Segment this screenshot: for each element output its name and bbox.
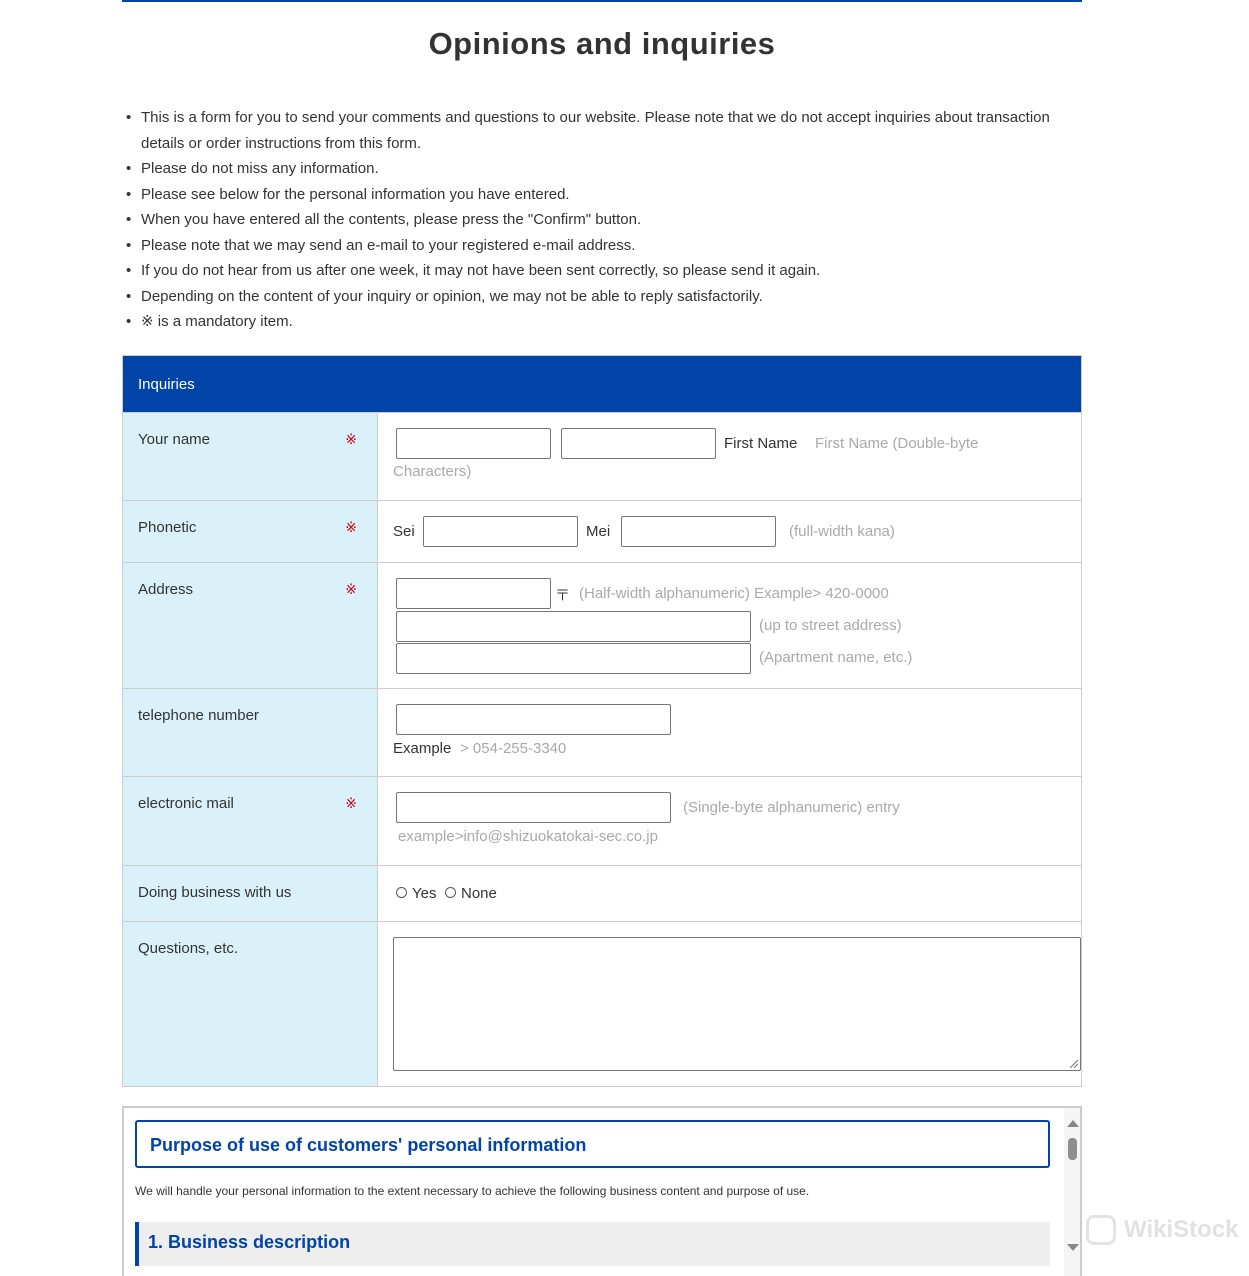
note-item: • Please note that we may send an e-mail to your registered e-mail address. [122,233,1082,259]
questions-field-cell [378,922,1081,1086]
sei-label: Sei [393,523,415,540]
required-mark: ※ [345,431,357,447]
form-header: Inquiries [123,356,1081,412]
row-questions [123,921,1081,1086]
street-hint: (up to street address) [759,617,902,634]
questions-label-cell [123,922,378,1086]
address-field-cell [378,563,1081,688]
email-field-cell [378,777,1081,865]
row-phonetic [123,500,1081,562]
questions-textarea[interactable] [393,937,1081,1071]
watermark-text: WikiStock [1124,1216,1239,1243]
page-title: Opinions and inquiries [428,26,776,61]
address-label-cell [123,563,378,688]
email-input[interactable] [396,792,671,823]
sei-input[interactable] [423,516,578,547]
email-example: example>info@shizuokatokai-sec.co.jp [398,828,658,845]
business-yes-label[interactable]: Yes [412,885,437,902]
resize-grip-icon[interactable] [1070,1060,1078,1068]
email-label-cell [123,777,378,865]
notes-list [122,105,1082,335]
telephone-example: > 054-255-3340 [460,740,567,757]
page [122,0,1082,1252]
required-mark: ※ [345,581,357,597]
email-label: electronic mail [138,795,234,812]
name-label-cell [123,413,378,500]
business-none-radio[interactable] [445,887,456,898]
required-mark: ※ [345,795,357,811]
first-name-label: First Name [724,435,798,452]
mei-label: Mei [586,523,611,540]
policy-text: We will handle your personal information to the extent necessary to achieve the following business content and purpose of use. [135,1184,810,1198]
last-name-input[interactable] [396,428,551,459]
address-label: Address [138,581,194,598]
street-address-input[interactable] [396,611,751,642]
name-hint: First Name (Double-byte [815,435,979,452]
scroll-thumb[interactable] [1068,1138,1077,1160]
phonetic-label: Phonetic [138,519,197,536]
note-item: • This is a form for you to send your comments and questions to our website. Please note that we do not accept inquiries about transaction details or order instructions from this form. [122,105,1082,156]
scroll-up-arrow-icon[interactable] [1067,1120,1079,1127]
inquiry-form [122,355,1082,1087]
row-telephone [123,688,1081,776]
first-name-input[interactable] [561,428,716,459]
note-item: • If you do not hear from us after one week, it may not have been sent correctly, so please send it again. [122,258,1082,284]
postal-code-input[interactable] [396,578,551,609]
business-yes-radio[interactable] [396,887,407,898]
business-label: Doing business with us [138,884,292,901]
required-mark: ※ [345,519,357,535]
row-business [123,865,1081,921]
row-name [123,412,1081,500]
apartment-input[interactable] [396,643,751,674]
postal-hint: (Half-width alphanumeric) Example> 420-0000 [579,585,889,602]
row-email [123,776,1081,865]
name-hint-cont: Characters) [393,463,472,480]
questions-label: Questions, etc. [138,940,239,957]
watermark [1086,1212,1246,1248]
postal-mark: 〒 [555,587,571,604]
note-item: • When you have entered all the contents, please press the "Confirm" button. [122,207,1082,233]
name-label: Your name [138,431,210,448]
mei-input[interactable] [621,516,776,547]
telephone-label: telephone number [138,707,259,724]
telephone-label-cell [123,689,378,776]
business-label-cell [123,866,378,921]
note-item: • ※ is a mandatory item. [122,309,1082,335]
business-none-label[interactable]: None [461,885,497,902]
row-address [123,562,1081,688]
phonetic-hint: (full-width kana) [789,523,895,540]
telephone-field-cell [378,689,1081,776]
note-item: • Depending on the content of your inquiry or opinion, we may not be able to reply satisfactorily. [122,284,1082,310]
note-item: • Please do not miss any information. [122,156,1082,182]
policy-title: Purpose of use of customers' personal information [135,1120,1050,1168]
scroll-down-arrow-icon[interactable] [1067,1244,1079,1251]
telephone-input[interactable] [396,704,671,735]
name-field-cell [378,413,1081,500]
policy-section-heading: 1. Business description [135,1222,1050,1266]
phonetic-field-cell [378,501,1081,562]
email-hint: (Single-byte alphanumeric) entry [683,799,900,816]
privacy-policy-box[interactable] [122,1106,1082,1276]
telephone-example-label: Example [393,740,452,757]
phonetic-label-cell [123,501,378,562]
top-rule [122,0,1082,2]
note-item: • Please see below for the personal information you have entered. [122,182,1082,208]
business-field-cell [378,866,1081,921]
apartment-hint: (Apartment name, etc.) [759,649,913,666]
policy-scrollbar[interactable] [1064,1108,1080,1276]
watermark-logo-icon [1086,1215,1116,1245]
